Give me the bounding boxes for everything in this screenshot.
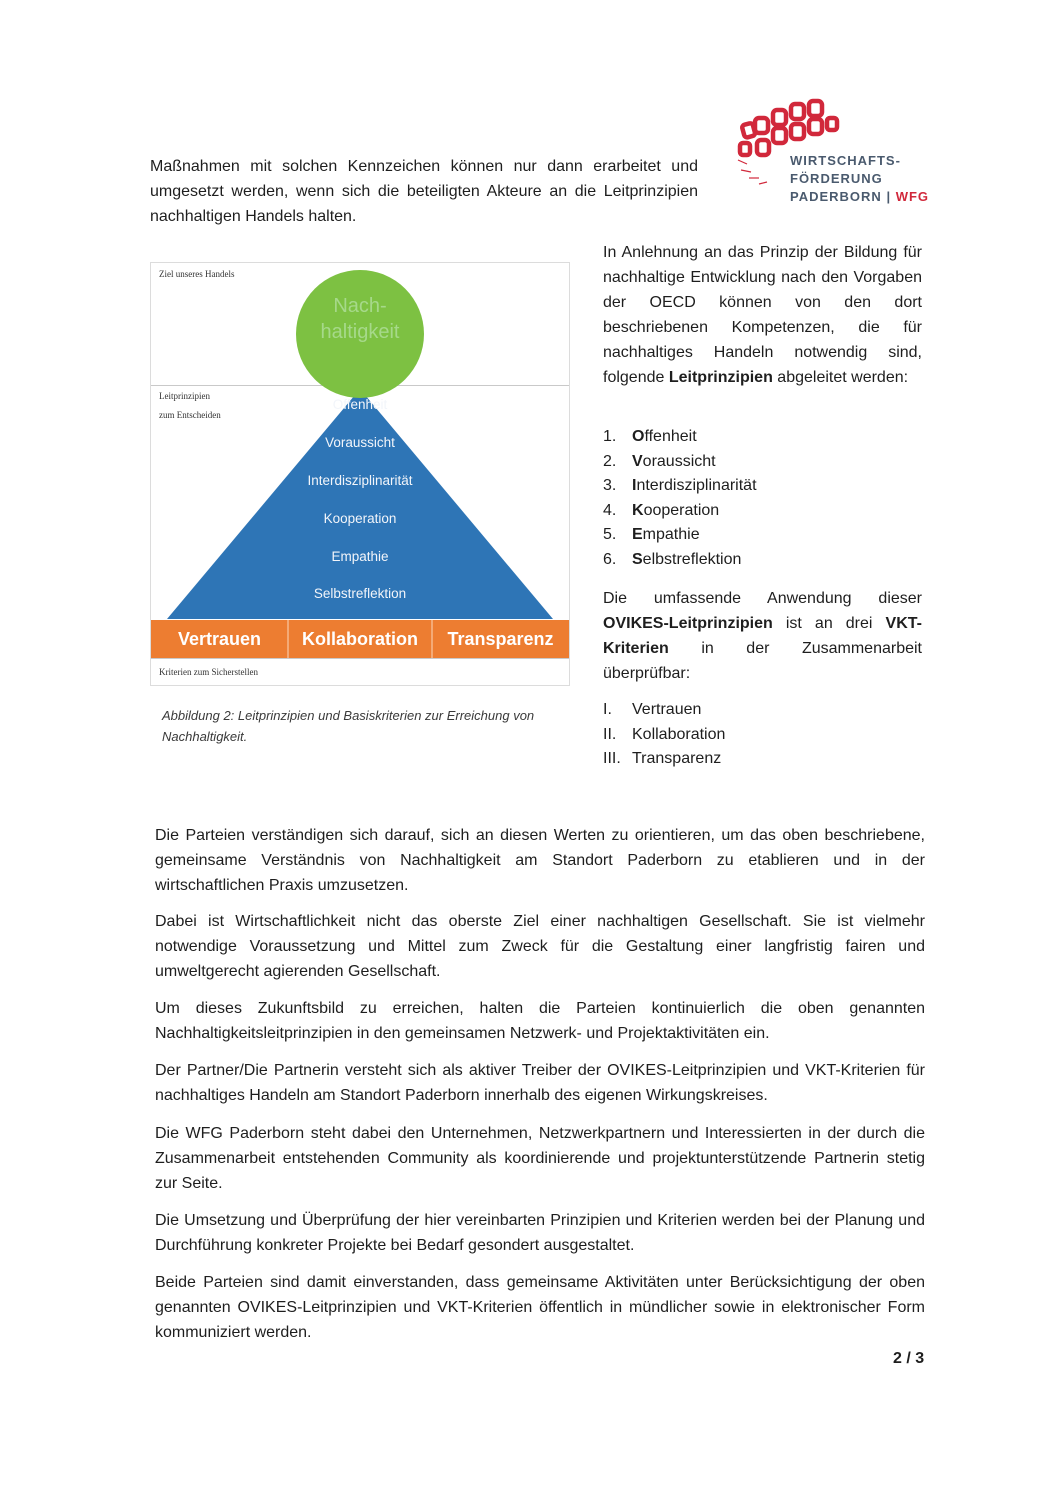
body-paragraph: Die Parteien verständigen sich darauf, sich an diesen Werten zu orientieren, um das oben beschriebene, gemeinsame Verständnis von Nachhaltigkeit am Standort Paderborn zu etablieren und in der wirtschaftlichen Praxis umzusetzen. (155, 827, 925, 894)
pyramid-shape (167, 389, 553, 619)
list-item (603, 523, 922, 548)
list-number: II. (603, 725, 617, 743)
wfg-logo-text (790, 152, 929, 206)
list-number: 6. (603, 550, 617, 568)
page-number: 2 / 3 (893, 1350, 925, 1367)
figure-caption: Abbildung 2: Leitprinzipien und Basiskriterien zur Erreichung von Nachhaltigkeit. (162, 708, 535, 744)
body-paragraph: Dabei ist Wirtschaftlichkeit nicht das oberste Ziel einer nachhaltigen Gesellschaft. Sie ist vielmehr notwendige Voraussetzung und Mittel zum Zweck für die Gestaltung einer langfristig fairen und umweltgerecht agierenden Gesellschaft. (155, 913, 925, 980)
list-number: 4. (603, 501, 617, 519)
list-initial: S (632, 550, 643, 568)
logo-line-3 (790, 188, 929, 206)
list-text: mpathie (642, 526, 700, 543)
list-initial: V (632, 452, 643, 470)
list-initial: K (632, 501, 644, 519)
list-item (603, 499, 922, 524)
criteria-label-kollaboration: Kollaboration (302, 629, 418, 649)
list-text: nterdisziplinarität (636, 477, 757, 494)
principles-list (603, 425, 922, 572)
principles-figure (150, 262, 570, 686)
circle-label-line-2: haltigkeit (320, 321, 400, 343)
ovikes-paragraph-mid: ist an drei (785, 615, 873, 632)
oecd-paragraph-end: abgeleitet werden: (777, 369, 909, 386)
pyramid-label-interdisziplinaritaet: Interdisziplinarität (307, 473, 413, 488)
list-text: ffenheit (644, 428, 697, 445)
list-text: elbstreflektion (642, 550, 742, 568)
list-number: III. (603, 750, 621, 767)
pyramid-label-voraussicht: Voraussicht (325, 435, 395, 450)
list-item (603, 474, 922, 499)
list-text: Transparenz (632, 750, 722, 767)
circle-label-line-1: Nach- (333, 295, 387, 317)
figure-label-criteria: Kriterien zum Sicherstellen (159, 667, 258, 677)
list-item (603, 698, 922, 723)
list-initial: O (632, 428, 645, 445)
circle-label (151, 293, 569, 345)
list-item (603, 548, 922, 573)
criteria-label-vertrauen: Vertrauen (177, 629, 262, 649)
list-initial: I (632, 477, 637, 494)
list-initial: E (632, 526, 643, 543)
body-paragraph: Um dieses Zukunftsbild zu erreichen, halten die Parteien kontinuierlich die oben genannten Nachhaltigkeitsleitprinzipien in den gemeinsamen Netzwerk- und Projektaktivitäten ein. (155, 1000, 925, 1042)
body-paragraph: Der Partner/Die Partnerin versteht sich als aktiver Treiber der OVIKES-Leitprinzipien und VKT-Kriterien für nachhaltiges Handeln am Standort Paderborn innerhalb des eigenen Wirkungskreises. (155, 1062, 925, 1104)
body-paragraph: Die Umsetzung und Überprüfung der hier vereinbarten Prinzipien und Kriterien werden bei der Planung und Durchführung konkreter Projekte bei Bedarf gesondert ausgestaltet. (155, 1212, 925, 1254)
list-text: Kollaboration (632, 725, 726, 743)
list-item (603, 450, 922, 475)
oecd-paragraph-text: In Anlehnung an das Prinzip der Bildung für nachhaltige Entwicklung nach den Vorgaben der OECD können von den dort beschriebenen Kompetenzen, die für nachhaltiges Handeln notwendig sind, folgende (603, 244, 922, 386)
list-number: 2. (603, 452, 617, 470)
pyramid-label-empathie: Empathie (331, 549, 389, 564)
pyramid-label-kooperation: Kooperation (323, 511, 397, 526)
ovikes-paragraph (603, 586, 922, 686)
list-number: 3. (603, 477, 617, 494)
oecd-paragraph (603, 240, 922, 390)
figure-label-principles-1: Leitprinzipien (159, 391, 210, 401)
list-item (603, 425, 922, 450)
list-text: Vertrauen (632, 701, 702, 718)
pyramid-label-selbstreflektion: Selbstreflektion (313, 586, 407, 601)
figure-label-principles-2: zum Entscheiden (159, 410, 221, 420)
logo-wfg: WFG (895, 189, 930, 204)
logo-separator: | (881, 189, 896, 204)
logo-paderborn: PADERBORN (790, 189, 882, 204)
pyramid-label-offenheit: Offenheit (332, 397, 388, 412)
ovikes-paragraph-bold-2: VKT-Kriterien (603, 615, 922, 657)
figure-label-goal: Ziel unseres Handels (159, 269, 235, 279)
ovikes-paragraph-bold-1: OVIKES-Leitprinzipien (603, 615, 773, 632)
list-text: ooperation (643, 501, 720, 519)
list-text: oraussicht (642, 452, 716, 470)
ovikes-paragraph-end: in der Zusammenarbeit überprüfbar: (603, 640, 922, 682)
body-paragraph: Beide Parteien sind damit einverstanden, dass gemeinsame Aktivitäten unter Berücksichtigung der oben genannten OVIKES-Leitprinzipien und VKT-Kriterien öffentlich in mündlicher sowie in elektronischer Form kommuniziert werden. (155, 1274, 925, 1341)
intro-paragraph: Maßnahmen mit solchen Kennzeichen können nur dann erarbeitet und umgesetzt werden, wenn sich die beteiligten Akteure an die Leitprinzipien nachhaltigen Handels halten. (150, 158, 698, 225)
list-number: 5. (603, 526, 617, 543)
ovikes-paragraph-start: Die umfassende Anwendung dieser (603, 590, 922, 607)
list-number: 1. (603, 428, 617, 445)
logo-line-2: FÖRDERUNG (790, 171, 883, 186)
list-item (603, 723, 922, 748)
logo-line-1: WIRTSCHAFTS- (790, 153, 901, 168)
criteria-label-transparenz: Transparenz (447, 629, 554, 649)
list-number: I. (603, 701, 612, 718)
criteria-list (603, 698, 922, 772)
oecd-paragraph-bold: Leitprinzipien (668, 369, 773, 386)
list-item (603, 747, 922, 772)
body-paragraph: Die WFG Paderborn steht dabei den Unternehmen, Netzwerkpartnern und Interessierten in der durch die Zusammenarbeit entstehenden Community als koordinierende und projektunterstützende Partnerin stetig zur Seite. (155, 1125, 925, 1192)
